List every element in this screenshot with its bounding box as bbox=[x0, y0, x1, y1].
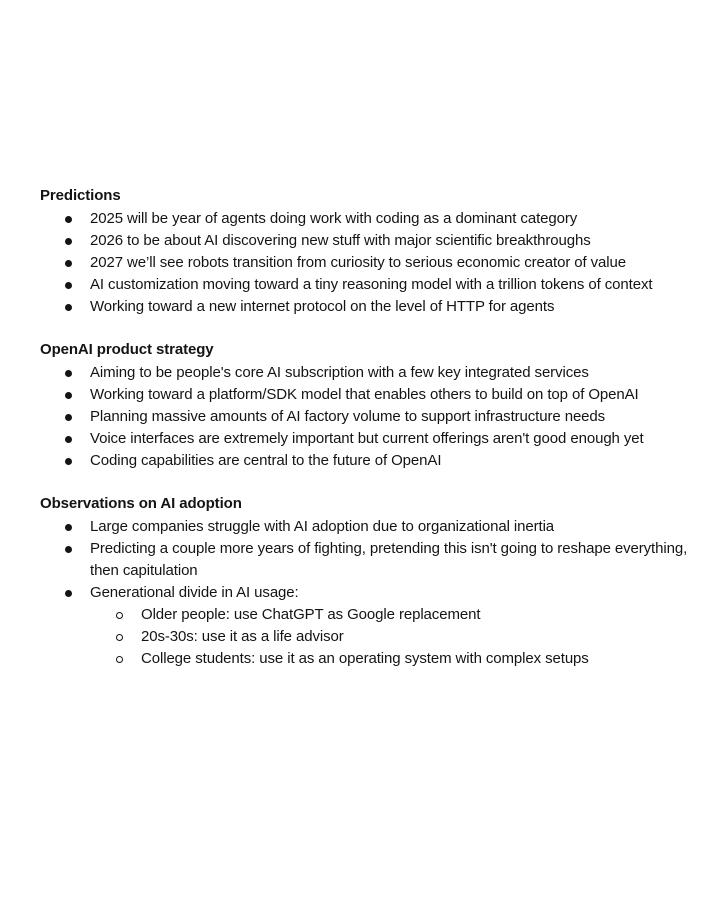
section-title: Observations on AI adoption bbox=[40, 495, 242, 512]
list-item-text: Working toward a new internet protocol on the level of HTTP for agents bbox=[90, 298, 555, 315]
bullet-icon bbox=[65, 546, 72, 553]
section-openai-product-strategy bbox=[40, 340, 710, 472]
bullet-icon bbox=[65, 524, 72, 531]
list-item bbox=[40, 296, 710, 318]
bullet-list bbox=[40, 208, 710, 318]
sub-list-item-text: Older people: use ChatGPT as Google replacement bbox=[141, 606, 481, 623]
list-item-text: 2026 to be about AI discovering new stuff with major scientific breakthroughs bbox=[90, 232, 591, 249]
bullet-icon bbox=[65, 436, 72, 443]
list-item bbox=[40, 230, 710, 252]
sub-list-item bbox=[90, 648, 710, 670]
bullet-icon bbox=[65, 414, 72, 421]
list-item-text: AI customization moving toward a tiny reasoning model with a trillion tokens of context bbox=[90, 276, 653, 293]
list-item bbox=[40, 516, 710, 538]
list-item-text: Large companies struggle with AI adoption due to organizational inertia bbox=[90, 518, 555, 535]
list-item-text: Planning massive amounts of AI factory volume to support infrastructure needs bbox=[90, 408, 606, 425]
sub-list-item bbox=[90, 626, 710, 648]
list-item bbox=[40, 274, 710, 296]
bullet-list bbox=[40, 516, 710, 670]
list-item-text: Predicting a couple more years of fighting, pretending this isn't going to reshape everything, then capitulation bbox=[90, 540, 688, 579]
bullet-icon bbox=[65, 304, 72, 311]
bullet-icon bbox=[65, 238, 72, 245]
list-item-text: Aiming to be people's core AI subscription with a few key integrated services bbox=[90, 364, 589, 381]
list-item bbox=[40, 428, 710, 450]
list-item-text: 2025 will be year of agents doing work with coding as a dominant category bbox=[90, 210, 578, 227]
list-item bbox=[40, 582, 710, 670]
list-item-text: 2027 we’ll see robots transition from curiosity to serious economic creator of value bbox=[90, 254, 627, 271]
list-item-text: Coding capabilities are central to the future of OpenAI bbox=[90, 452, 442, 469]
bullet-list bbox=[40, 362, 710, 472]
bullet-icon bbox=[65, 282, 72, 289]
section-title: OpenAI product strategy bbox=[40, 341, 214, 358]
bullet-icon bbox=[65, 370, 72, 377]
list-item-text: Voice interfaces are extremely important but current offerings aren't good enough yet bbox=[90, 430, 644, 447]
section-title: Predictions bbox=[40, 187, 121, 204]
sub-bullet-list bbox=[90, 604, 710, 670]
sub-list-item bbox=[90, 604, 710, 626]
hollow-bullet-icon bbox=[116, 612, 123, 619]
hollow-bullet-icon bbox=[116, 656, 123, 663]
bullet-icon bbox=[65, 392, 72, 399]
section-predictions bbox=[40, 186, 710, 318]
list-item bbox=[40, 406, 710, 428]
list-item-text: Generational divide in AI usage: bbox=[90, 584, 299, 601]
bullet-icon bbox=[65, 260, 72, 267]
list-item bbox=[40, 538, 710, 582]
document-body bbox=[40, 186, 710, 692]
list-item bbox=[40, 384, 710, 406]
list-item bbox=[40, 450, 710, 472]
sub-list-item-text: College students: use it as an operating system with complex setups bbox=[141, 650, 589, 667]
section-observations-ai-adoption bbox=[40, 494, 710, 670]
bullet-icon bbox=[65, 590, 72, 597]
list-item bbox=[40, 252, 710, 274]
bullet-icon bbox=[65, 216, 72, 223]
sub-list-item-text: 20s-30s: use it as a life advisor bbox=[141, 628, 344, 645]
list-item-text: Working toward a platform/SDK model that enables others to build on top of OpenAI bbox=[90, 386, 639, 403]
list-item bbox=[40, 208, 710, 230]
bullet-icon bbox=[65, 458, 72, 465]
list-item bbox=[40, 362, 710, 384]
hollow-bullet-icon bbox=[116, 634, 123, 641]
